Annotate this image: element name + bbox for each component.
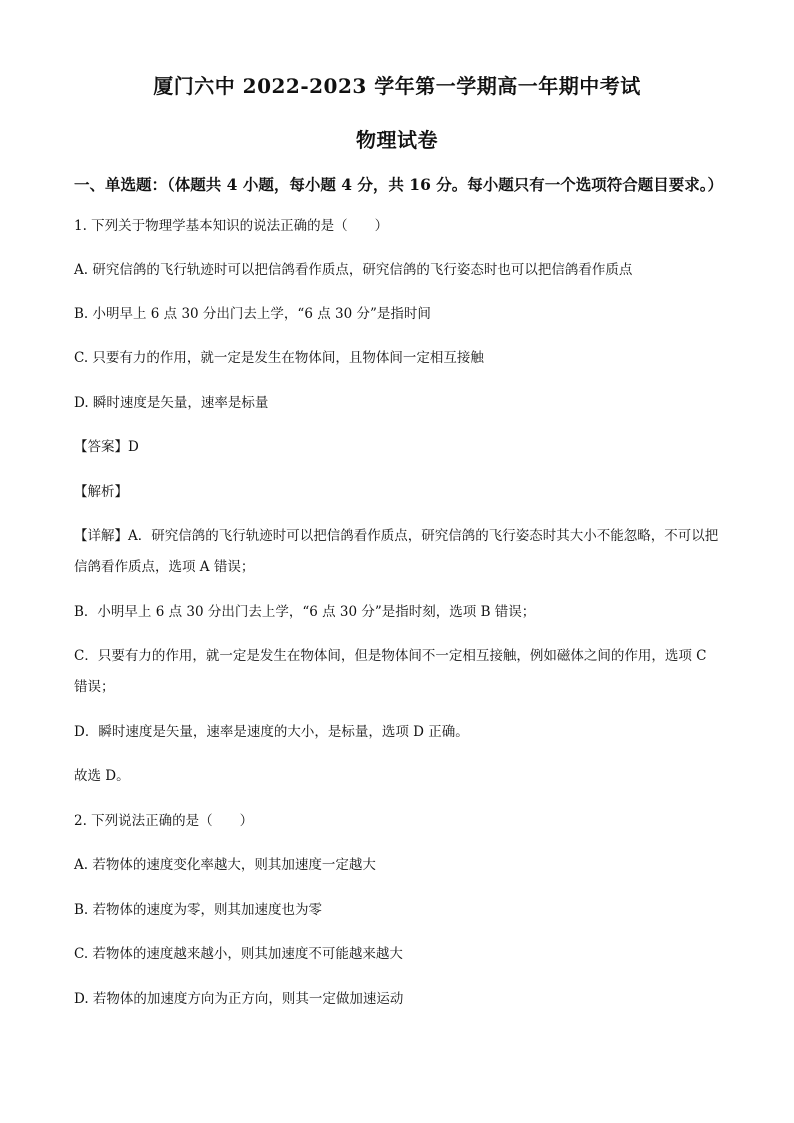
exam-subtitle: 物理试卷 bbox=[356, 128, 438, 152]
question-2-option-a: A. 若物体的速度变化率越大，则其加速度一定越大 bbox=[74, 857, 376, 873]
exam-title: 厦门六中 2022-2023 学年第一学期高一年期中考试 bbox=[153, 74, 641, 98]
question-1-stem: 1. 下列关于物理学基本知识的说法正确的是（ ） bbox=[74, 218, 389, 234]
question-2-stem: 2. 下列说法正确的是（ ） bbox=[74, 813, 254, 829]
answer-label: 【答案】D bbox=[74, 439, 139, 455]
detail-a: 【详解】A．研究信鸽的飞行轨迹时可以把信鸽看作质点，研究信鸽的飞行姿态时其大小不能忽略，不可以把信鸽看作质点，选项 A 错误； bbox=[74, 528, 719, 575]
question-2-option-c: C. 若物体的速度越来越小，则其加速度不可能越来越大 bbox=[74, 946, 403, 962]
question-1-option-d: D. 瞬时速度是矢量，速率是标量 bbox=[74, 395, 269, 411]
analysis-label: 【解析】 bbox=[74, 484, 128, 500]
detail-b: B．小明早上 6 点 30 分出门去上学，“6 点 30 分”是指时刻，选项 B 错误； bbox=[74, 604, 536, 620]
detail-d: D．瞬时速度是矢量，速率是速度的大小，是标量，选项 D 正确。 bbox=[74, 724, 469, 740]
detail-conclusion: 故选 D。 bbox=[74, 768, 130, 784]
section-heading: 一、单选题：（体题共 4 小题，每小题 4 分，共 16 分。每小题只有一个选项符合题目要求。） bbox=[74, 175, 724, 194]
question-2-option-d: D. 若物体的加速度方向为正方向，则其一定做加速运动 bbox=[74, 991, 404, 1007]
detail-c: C．只要有力的作用，就一定是发生在物体间，但是物体间不一定相互接触，例如磁体之间的作用，选项 C 错误； bbox=[74, 648, 707, 695]
question-1-option-a: A. 研究信鸽的飞行轨迹时可以把信鸽看作质点，研究信鸽的飞行姿态时也可以把信鸽看作质点 bbox=[74, 262, 633, 278]
question-1-option-b: B. 小明早上 6 点 30 分出门去上学，“6 点 30 分”是指时间 bbox=[74, 306, 431, 322]
question-2-option-b: B. 若物体的速度为零，则其加速度也为零 bbox=[74, 902, 323, 918]
question-1-option-c: C. 只要有力的作用，就一定是发生在物体间，且物体间一定相互接触 bbox=[74, 350, 484, 366]
